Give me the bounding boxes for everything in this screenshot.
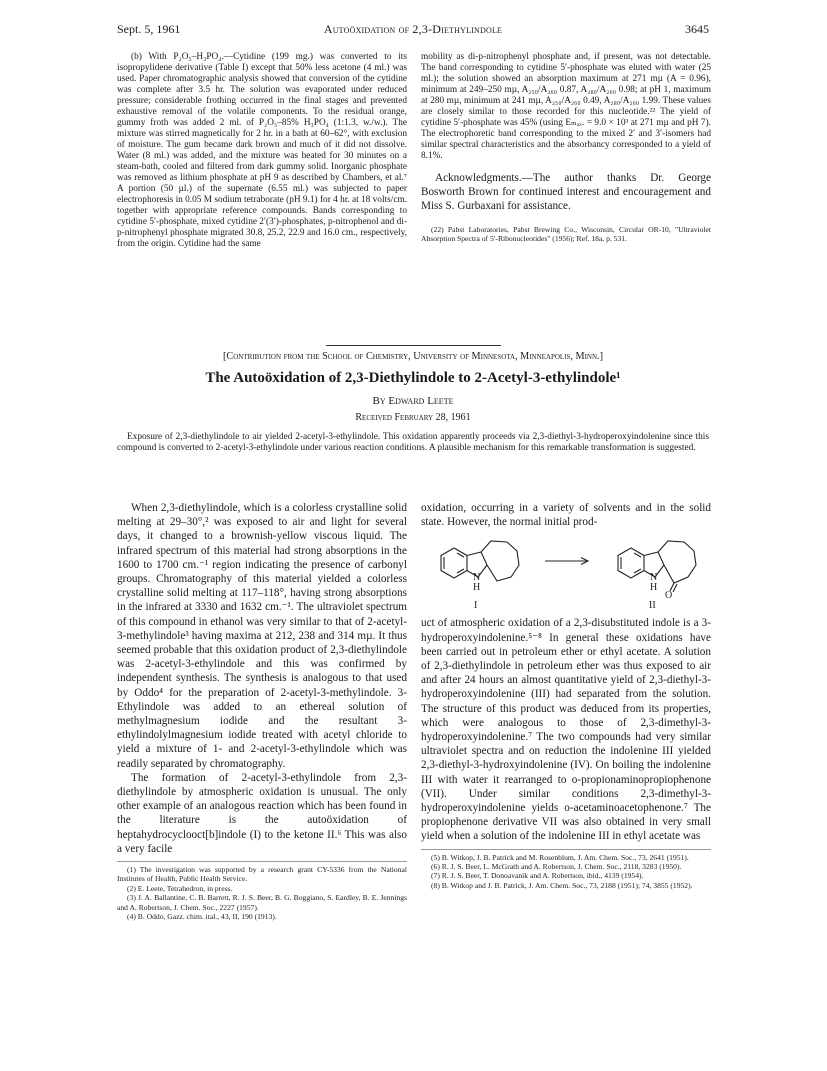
header-running-title: Autoöxidation of 2,3-Diethylindole — [323, 22, 503, 36]
cyclooctane-ring-I — [481, 541, 519, 581]
body-paragraph-2: The formation of 2-acetyl-3-ethylindole from 2,3-diethylindole by atmospheric oxidation is unusual. The only other example of an analogous reaction which has been found in the literature is the autoöxidation of heptahydrocyclooct[b]indole (I) to the ketone II.⁶ This was also a very facile — [117, 771, 407, 855]
benzene-ring-I — [441, 548, 467, 578]
header-date: Sept. 5, 1961 — [117, 22, 181, 36]
cyclooctane-ring-II — [658, 541, 696, 583]
atom-h-II: H — [650, 582, 658, 594]
abstract: Exposure of 2,3-diethylindole to air yielded 2-acetyl-3-ethylindole. This oxidation apparently proceeds via 2,3-diethyl-3-hydroperoxyindolenine since this compound is converted to 2-acetyl-3-ethylindole under various reaction conditions. A plausible mechanism for this remarkable transformation is suggested. — [117, 432, 709, 453]
benzene-ring-II — [618, 548, 644, 578]
atom-h-I: H — [473, 582, 481, 594]
footnotes-left — [117, 861, 407, 921]
footnote-2: (2) E. Leete, Tetrahedron, in press. — [127, 883, 233, 893]
body-paragraph-3-start: oxidation, occurring in a variety of solvents and in the solid state. However, the normal initial prod- — [421, 502, 711, 529]
main-left-column — [117, 501, 407, 922]
article-separator-rule — [326, 345, 501, 346]
received-date: Received February 28, 1961 — [355, 412, 471, 423]
footnote-5: (5) B. Witkop, J. B. Patrick and M. Rosenblum, J. Am. Chem. Soc., 73, 2641 (1951). — [431, 852, 689, 862]
experimental-paragraph: (b) With P₂O₅–H₃PO₄.—Cytidine (199 mg.) was converted to its isopropylidene derivative (Table I) except that 50% less acetone (4 ml.) was used. Paper chromatographic analysis showed that conversion of the cytidine was complete after 3.5 hr. The solution was evaporated under reduced pressure; considerable frothing occurred in the final stages and prevented exhaustive removal of the volatile components. To the residual orange, gummy froth was added 2 ml. of P₂O₅–85% H₃PO₄ (1:1.3, w./w.). The mixture was stirred magnetically for 2 hr. in a bath at 60–62°, with exclusion of moisture. The gum became dark brown and much of it did not dissolve. Water (8 ml.) was added, and the mixture was heated for 30 minutes on a steam-bath, cooled and filtered from dark gummy solid. Inorganic phosphate was removed as lithium phosphate at pH 9 as described by Chambers, et al.⁷ A portion (50 µl.) of the supernate (6.55 ml.) was subjected to paper electrophoresis in 0.05 M sodium tetraborate (pH 9.1) for 4 hr. at 18 volts/cm. together with appropriate reference compounds. Bands corresponding to cytidine 5′-phosphate, mixed cytidine 2′(3′)-phosphates, p-nitrophenol and di-p-nitrophenyl phosphate migrated 30.8, 25.2, 22.9 and 16.0 cm., respectively, from the origin. Cytidine had the same — [117, 52, 407, 249]
footnote-6: (6) R. J. S. Beer, L. McGrath and A. Robertson, J. Chem. Soc., 2118, 3283 (1950). — [431, 862, 682, 872]
main-right-column — [421, 501, 711, 890]
compound-label-I: I — [474, 600, 478, 612]
reaction-scheme — [421, 533, 711, 613]
footnote-3: (3) J. A. Ballantine, C. B. Barrett, R. J. S. Beer, B. G. Boggiano, S. Eardley, B. E. Jennings and A. Robertson, J. Chem. Soc., 2227 (1957). — [117, 893, 407, 912]
header-page-number: 3645 — [685, 22, 709, 36]
previous-article-left-column — [117, 52, 407, 250]
footnote-1: (1) The investigation was supported by a research grant CY-5336 from the National Institutes of Health, Public Health Service. — [117, 865, 407, 884]
atom-n-II: N — [650, 572, 658, 584]
running-header — [117, 22, 709, 36]
atom-o-II: O — [665, 590, 673, 602]
contribution-line: [Contribution from the School of Chemistry, University of Minnesota, Minneapolis, Minn.] — [223, 351, 603, 362]
footnote-4: (4) B. Oddo, Gazz. chim. ital., 43, II, 190 (1913). — [127, 912, 277, 922]
experimental-paragraph-continued: mobility as di-p-nitrophenyl phosphate and, if present, was not detectable. The band corresponding to cytidine 5′-phosphate was eluted with water (25 ml.); the solution showed an absorption maximum at 271 mµ (A = 0.96), minimum at 249–250 mµ, A₂₅₀/A₂₆₀ 0.87, A₂₈₀/A₂₆₀ 0.98; at pH 1, maximum at 280 mµ, minimum at 241 mµ, A₂₅₀/A₂₆₀ 0.49, A₂₈₀/A₂₆₀ 1.99. These values are closely similar to those recorded for this nucleotide.²² The yield of cytidine 5′-phosphate was 45% (using Eₘₐₓ. = 9.0 × 10³ at 271 mµ and pH 7). The electrophoretic band corresponding to the mixed 2′ and 3′-isomers had similar spectral characteristics and the absorbancy corresponded to a yield of 8.1%. — [421, 52, 711, 161]
footnote-8: (8) B. Witkop and J. B. Patrick, J. Am. Chem. Soc., 73, 2188 (1951); 74, 3855 (1952). — [431, 880, 693, 890]
footnote-7: (7) R. J. S. Beer, T. Donoavanik and A. Robertson, ibid., 4139 (1954). — [431, 871, 644, 881]
footnotes-right — [421, 849, 711, 891]
body-paragraph-3-continued: uct of atmospheric oxidation of a 2,3-disubstituted indole is a 3-hydroperoxyindolenine.⁵⁻⁸ In general these oxidations have been carried out in petroleum ether or ethyl acetate. A solution of 2,3-diethylindole in petroleum ether was thus exposed to air and after 24 hours an almost quantitative yield of 2,3-diethyl-3-hydroperoxyindolenine (III) had separated from the solution. The structure of this product was deduced from its properties, which were analogous to those of 2,3-dimethyl-3-hydroperoxyindolenine.⁷ The two compounds had very similar ultraviolet spectra and on reduction the indolenine III yielded 2,3-diethyl-3-hydroxyindolenine (IV). On boiling the indolenine III with water it rearranged to o-propionaminopropiophenone (VII). Under similar conditions 2,3-dimethyl-3-hydroperoxyindolenine yields o-acetaminoacetophenone.⁷ The propiophenone derivative VII was also obtained in very small yield when a solution of the indolenine III in ethyl acetate was — [421, 617, 711, 843]
body-paragraph-1: When 2,3-diethylindole, which is a colorless crystalline solid melting at 29–30°,² was exposed to air and light for several days, it changed to a brownish-yellow viscous liquid. The infrared spectrum of this material had strong absorptions in the 1600 to 1700 cm.⁻¹ region indicating the presence of carbonyl groups. Chromatography of this material yielded a colorless crystalline solid melting at 117–118°, having strong absorptions in the infrared at 3330 and 1632 cm.⁻¹. The ultraviolet spectrum of this compound in ethanol was very similar to that of 2-acetyl-3-methylindole³ having maxima at 212, 238 and 314 mµ. It thus seemed probable that this oxidation product of 2,3-diethylindole was 2-acetyl-3-ethylindole and this was confirmed by independent synthesis. The synthesis is analogous to that used by Oddo⁴ for the preparation of 2-acetyl-3-methylindole. 3-Ethylindole was added to an ethereal solution of methylmagnesium iodide and the resultant 3-ethylindolylmagnesium iodide treated with acetyl chloride to yield a mixture of 1- and 2-acetyl-3-ethylindole which was readily separated by chromatography. — [117, 502, 407, 770]
previous-article-right-column — [421, 52, 711, 244]
article-title: The Autoöxidation of 2,3-Diethylindole to 2-Acetyl-3-ethylindole¹ — [205, 370, 621, 386]
footnote-block — [421, 225, 711, 244]
acknowledgment: Acknowledgments.—The author thanks Dr. George Bosworth Brown for continued interest and encouragement and Miss S. Gurbaxani for assistance. — [421, 172, 711, 212]
footnote-22: (22) Pabst Laboratories, Pabst Brewing Co., Wisconsin, Circular OR-10, "Ultraviolet Absorption Spectra of 5′-Ribonucleotides" (1956); Ref. 18a, p. 531. — [421, 225, 711, 244]
compound-label-II: II — [649, 600, 656, 612]
article-author: By Edward Leete — [372, 395, 454, 407]
atom-n-I: N — [473, 572, 481, 584]
